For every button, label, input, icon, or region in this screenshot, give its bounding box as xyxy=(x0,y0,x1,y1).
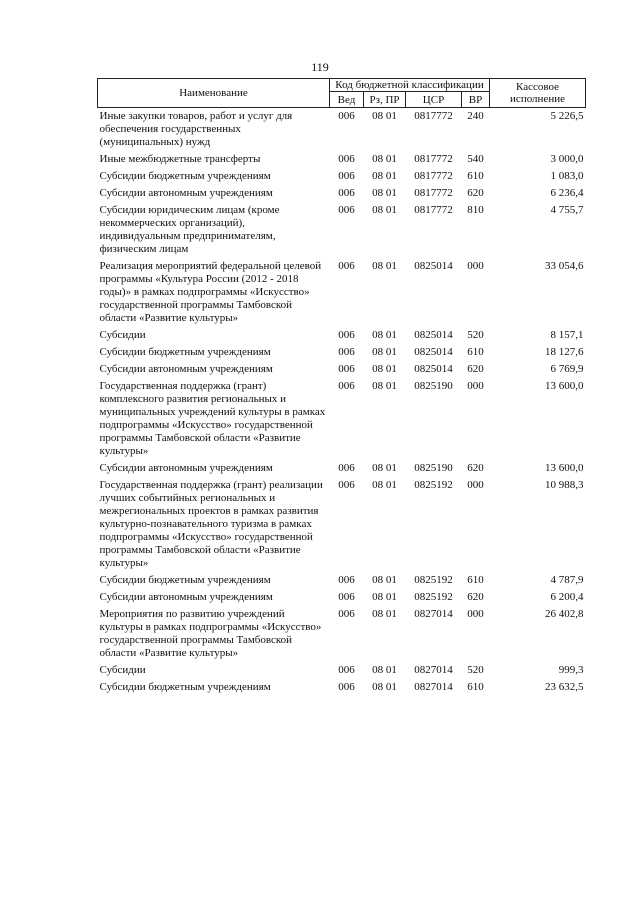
table-row xyxy=(98,168,586,185)
cell-rz-pr: 08 01 xyxy=(372,479,397,491)
cell-vr: 620 xyxy=(467,591,484,603)
cell-ved: 006 xyxy=(338,462,355,474)
cell-vr: 620 xyxy=(467,187,484,199)
cell-name: Реализация мероприятий федеральной целевой программы «Культура России (2012 - 2018 годы)» в рамках подпрограммы «Искусство» государственной программы Тамбовской области «Развитие культуры» xyxy=(99,260,322,324)
page-number: 119 xyxy=(311,60,329,74)
table-row xyxy=(98,361,586,378)
cell-csr: 0817772 xyxy=(414,153,453,165)
table-row xyxy=(98,327,586,344)
cell-ved: 006 xyxy=(338,664,355,676)
cell-csr: 0817772 xyxy=(414,110,453,122)
cell-rz-pr: 08 01 xyxy=(372,329,397,341)
cell-ved: 006 xyxy=(338,380,355,392)
cell-ved: 006 xyxy=(338,363,355,375)
table-row xyxy=(98,185,586,202)
cell-rz-pr: 08 01 xyxy=(372,110,397,122)
table-row xyxy=(98,378,586,460)
cell-vr: 610 xyxy=(467,346,484,358)
cell-vr: 620 xyxy=(467,363,484,375)
table-row xyxy=(98,662,586,679)
cell-csr: 0827014 xyxy=(414,608,453,620)
cell-vr: 000 xyxy=(467,479,484,491)
cell-rz-pr: 08 01 xyxy=(372,462,397,474)
header-name: Наименование xyxy=(98,79,330,108)
table-row xyxy=(98,108,586,152)
table-row xyxy=(98,606,586,662)
table-row xyxy=(98,460,586,477)
cell-csr: 0817772 xyxy=(414,204,453,216)
cell-rz-pr: 08 01 xyxy=(372,260,397,272)
budget-table xyxy=(97,78,586,696)
cell-name: Государственная поддержка (грант) комплексного развития региональных и муниципальных учреждений культуры в рамках подпрограммы «Искусство» государственной программы Тамбовской области «Развитие культуры» xyxy=(99,380,326,457)
table-row xyxy=(98,589,586,606)
cell-csr: 0825014 xyxy=(414,329,453,341)
cell-name: Субсидии бюджетным учреждениям xyxy=(99,574,271,586)
cell-name: Субсидии автономным учреждениям xyxy=(99,591,273,603)
cell-name: Субсидии xyxy=(99,664,146,676)
table-row xyxy=(98,679,586,696)
cell-ved: 006 xyxy=(338,591,355,603)
cell-csr: 0817772 xyxy=(414,187,453,199)
cell-amount: 23 632,5 xyxy=(545,681,584,693)
cell-csr: 0825192 xyxy=(414,591,453,603)
cell-csr: 0817772 xyxy=(414,170,453,182)
cell-amount: 5 226,5 xyxy=(550,110,584,122)
cell-csr: 0827014 xyxy=(414,681,453,693)
cell-vr: 610 xyxy=(467,170,484,182)
cell-rz-pr: 08 01 xyxy=(372,681,397,693)
cell-name: Субсидии автономным учреждениям xyxy=(99,462,273,474)
cell-ved: 006 xyxy=(338,574,355,586)
cell-rz-pr: 08 01 xyxy=(372,363,397,375)
cell-rz-pr: 08 01 xyxy=(372,591,397,603)
cell-ved: 006 xyxy=(338,681,355,693)
cell-name: Мероприятия по развитию учреждений культуры в рамках подпрограммы «Искусство» государственной программы Тамбовской области «Развитие культуры» xyxy=(99,608,322,659)
cell-csr: 0825014 xyxy=(414,363,453,375)
cell-name: Субсидии бюджетным учреждениям xyxy=(99,346,271,358)
cell-csr: 0825192 xyxy=(414,479,453,491)
cell-amount: 33 054,6 xyxy=(545,260,584,272)
cell-csr: 0825190 xyxy=(414,380,453,392)
table-row xyxy=(98,258,586,327)
cell-vr: 610 xyxy=(467,681,484,693)
cell-amount: 4 787,9 xyxy=(550,574,584,586)
table-row xyxy=(98,151,586,168)
cell-vr: 240 xyxy=(467,110,484,122)
cell-vr: 610 xyxy=(467,574,484,586)
cell-vr: 540 xyxy=(467,153,484,165)
cell-amount: 1 083,0 xyxy=(550,170,584,182)
cell-name: Субсидии xyxy=(99,329,146,341)
cell-rz-pr: 08 01 xyxy=(372,664,397,676)
cell-name: Государственная поддержка (грант) реализации лучших событийных региональных и межрегиональных проектов в рамках развития культурно-познавательного туризма в рамках подпрограммы «Искусство» государственной программы Тамбовской области «Развитие культуры» xyxy=(99,479,323,569)
cell-csr: 0825014 xyxy=(414,260,453,272)
cell-csr: 0825190 xyxy=(414,462,453,474)
cell-csr: 0825014 xyxy=(414,346,453,358)
cell-name: Субсидии автономным учреждениям xyxy=(99,187,273,199)
cell-rz-pr: 08 01 xyxy=(372,574,397,586)
cell-name: Субсидии автономным учреждениям xyxy=(99,363,273,375)
cell-amount: 6 769,9 xyxy=(550,363,584,375)
cell-ved: 006 xyxy=(338,153,355,165)
cell-rz-pr: 08 01 xyxy=(372,204,397,216)
cell-ved: 006 xyxy=(338,187,355,199)
cell-vr: 000 xyxy=(467,380,484,392)
header-amount: Кассовое исполнение xyxy=(490,79,586,108)
cell-vr: 000 xyxy=(467,608,484,620)
table-body xyxy=(98,108,586,697)
cell-name: Субсидии бюджетным учреждениям xyxy=(99,681,271,693)
table-row xyxy=(98,572,586,589)
cell-ved: 006 xyxy=(338,260,355,272)
cell-vr: 000 xyxy=(467,260,484,272)
cell-rz-pr: 08 01 xyxy=(372,153,397,165)
header-rz-pr: Рз, ПР xyxy=(364,92,406,108)
cell-ved: 006 xyxy=(338,608,355,620)
cell-ved: 006 xyxy=(338,346,355,358)
cell-amount: 10 988,3 xyxy=(545,479,584,491)
cell-ved: 006 xyxy=(338,204,355,216)
cell-amount: 999,3 xyxy=(558,664,584,676)
cell-vr: 520 xyxy=(467,329,484,341)
cell-rz-pr: 08 01 xyxy=(372,170,397,182)
cell-ved: 006 xyxy=(338,329,355,341)
cell-ved: 006 xyxy=(338,110,355,122)
cell-rz-pr: 08 01 xyxy=(372,346,397,358)
cell-amount: 6 236,4 xyxy=(550,187,584,199)
cell-csr: 0825192 xyxy=(414,574,453,586)
cell-amount: 6 200,4 xyxy=(550,591,584,603)
cell-name: Субсидии бюджетным учреждениям xyxy=(99,170,271,182)
header-code-group: Код бюджетной классификации xyxy=(330,79,490,92)
cell-ved: 006 xyxy=(338,170,355,182)
table-row xyxy=(98,202,586,258)
table-row xyxy=(98,344,586,361)
cell-vr: 520 xyxy=(467,664,484,676)
cell-amount: 8 157,1 xyxy=(550,329,584,341)
cell-rz-pr: 08 01 xyxy=(372,380,397,392)
cell-csr: 0827014 xyxy=(414,664,453,676)
cell-amount: 4 755,7 xyxy=(550,204,584,216)
header-ved: Вед xyxy=(330,92,364,108)
cell-amount: 3 000,0 xyxy=(550,153,584,165)
cell-amount: 18 127,6 xyxy=(545,346,584,358)
cell-ved: 006 xyxy=(338,479,355,491)
cell-name: Иные закупки товаров, работ и услуг для обеспечения государственных (муниципальных) нужд xyxy=(99,110,293,148)
cell-amount: 13 600,0 xyxy=(545,462,584,474)
cell-amount: 26 402,8 xyxy=(545,608,584,620)
header-csr: ЦСР xyxy=(406,92,462,108)
cell-vr: 810 xyxy=(467,204,484,216)
cell-rz-pr: 08 01 xyxy=(372,187,397,199)
cell-name: Иные межбюджетные трансферты xyxy=(99,153,261,165)
header-vr: ВР xyxy=(462,92,490,108)
cell-rz-pr: 08 01 xyxy=(372,608,397,620)
cell-vr: 620 xyxy=(467,462,484,474)
cell-amount: 13 600,0 xyxy=(545,380,584,392)
table-row xyxy=(98,477,586,572)
cell-name: Субсидии юридическим лицам (кроме некоммерческих организаций), индивидуальным предпринимателям, физическим лицам xyxy=(99,204,280,255)
